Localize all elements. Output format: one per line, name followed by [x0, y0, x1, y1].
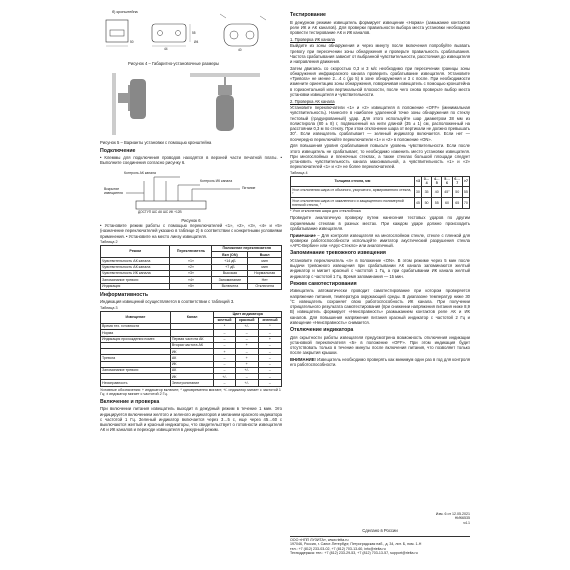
table-cell: Запоминание — [212, 277, 248, 283]
table-cell: +/- — [214, 374, 235, 380]
t2-head-mode: Режим — [101, 245, 170, 258]
table-cell: 70 — [462, 198, 469, 209]
table-cell: мин — [248, 258, 282, 264]
warning-text: Извещатель необходимо проверять как минимум один раз в год для контроля его работоспособности. — [290, 357, 471, 368]
table-cell: * — [214, 324, 235, 330]
table-cell: – — [258, 349, 281, 355]
table-cell: Угол отклонения шара от закаленного и защищенного полимерной пленкой стекла, ° — [291, 198, 415, 209]
t4-head: >7 — [462, 176, 469, 187]
table-cell: 35 — [421, 187, 431, 198]
table-cell: Угол отклонения шара от обычного, узорчатого, армированного стекла, ° — [291, 187, 415, 198]
label-ik-control: Контроль ИК канала — [200, 178, 233, 183]
dim-44: 44 — [164, 47, 168, 51]
figure-6-caption: Рисунок 6 — [181, 217, 201, 223]
t2-head-on: Вкл (ON) — [212, 252, 248, 258]
selftest-text: Извещатель автоматически проводит самотестирование при котором проверяется напряжение питания, температура окружающей среды. В диапазоне температур ниже 30 °С извещатель сохраняет свою работоспособность ИК канала. При получении отрицательного результата самотестирования (при снижении напряжения питания ниже 8,9 В) извещатель формирует «Неисправность» размыканием контактов реле АК и ИК каналов. Для повышения напряжения питания красный индикатор с частотой 2 Гц и извещение «Неисправность» снимается. — [290, 288, 470, 325]
table-cell: 55 — [462, 187, 469, 198]
doc-code: НИК6535 — [454, 516, 470, 521]
table-cell: – — [214, 380, 235, 386]
t2-head-switch: Переключатель — [170, 245, 212, 258]
table-cell: АК — [170, 367, 214, 373]
figure-5 — [100, 69, 282, 139]
table-cell: Нет — [248, 277, 282, 283]
table-cell: ИК — [170, 349, 214, 355]
indicator-text: Для скрытности работы извещателя предусмотрена возможность отключения индикации установкой переключателя «5» в положение «OFF». При этом индикация будет отсутствовать только в течение минуты после включения питания, что позволяет только после закрытия крышки. — [290, 334, 470, 356]
t3-head-red: красный — [235, 317, 258, 323]
table-cell: +7 дБ — [212, 264, 248, 270]
switch-text: • Установите режим работы с помощью переключателей «1», «2», «3», «4» и «5» (назначение переключателей указано в таблице 2) в соответствии с конкретными условиями применения. • Установите на место линзу извещателя. — [100, 223, 282, 239]
made-in: Сделано в России — [362, 528, 398, 533]
table-cell: +/- — [235, 367, 258, 373]
t3-head-channel: Канал — [170, 311, 214, 324]
table-row — [291, 198, 470, 209]
test-sub-2: 2. Проверка АК канала — [290, 98, 335, 104]
table-cell: – — [214, 330, 235, 336]
memory-text: Установите переключатель «4» в положение «ON». В этом режиме через 5 мин после выдачи тревожного извещения при срабатывании АК канала запоминаются желтый индикатор и мигает красный с частотой 1 Гц, а при срабатывании ИК канала желтый индикатор с частотой 1 Гц. Время запоминания — 15 мин. — [290, 257, 470, 279]
dim-50: 50 — [130, 40, 134, 44]
table-cell: Электропитание — [170, 380, 214, 386]
table-cell: 50 — [421, 198, 431, 209]
table-cell: 40 — [432, 187, 442, 198]
t3-head-color: Цвет индикатора — [214, 311, 282, 317]
note-text: – Для контроля извещателя на многослойном стекле, стекле с пленкой для проверки работоспособности используйте имитатор акустический разрушения стекла «АРС-Вербин» или «Арус-Стекло» или аналогичный. — [290, 232, 471, 249]
table-cell: 30 — [414, 187, 421, 198]
company-phones: тел.: +7 (812) 233-03-02, +7 (812) 703-13-60, info@rielta.ru — [290, 546, 386, 551]
table-cell: мин — [248, 264, 282, 270]
mount-variants-drawing — [100, 69, 282, 139]
note — [290, 233, 470, 249]
table-cell: – — [214, 355, 235, 361]
table-4 — [290, 176, 470, 209]
onoff-heading: Включение и проверка — [100, 398, 160, 405]
test-p2: Затем двигаясь со скоростью 0,3 и 3 м/с необходимо при пересечении границы зоны обнаружения инфракрасного канала проверить срабатывание извещателя. Установите «Тревога» не менее 2…4 с (до 5) в зоне обнаружения и 3 с после. При необходимости измените ориентацию зоны обнаружения, поворачивая извещатель с помощью кронштейна в горизонтальной или вертикальной плоскости, после чего снова проверьте выбор места установки извещателя и чувствительности. — [290, 65, 470, 97]
figure-4-label: б) кронштейна — [112, 10, 138, 14]
table-cell: Запоминание тревоги — [101, 277, 170, 283]
table-cell: Индикация — [101, 283, 170, 289]
table-cell: 45° — [442, 187, 452, 198]
table-cell: ИК — [170, 361, 214, 367]
selftest-heading: Режим самотестирования — [290, 280, 357, 287]
t4-head: Толщина стекла, мм — [291, 176, 415, 187]
table-4-note: * Угол отклонения шара для стеклоблока — [290, 208, 361, 213]
table-cell: – — [258, 355, 281, 361]
test-sub-1: 1. Проверка ИК канала — [290, 36, 335, 42]
table-cell: – — [214, 361, 235, 367]
table-cell: Чувствительность ИК канала — [101, 270, 170, 276]
left-column — [100, 10, 282, 434]
company-address: 197046, Россия, г. Санкт-Петербург, Петроградская наб., д. 34, лит. Б, пом. 1-Н — [290, 542, 422, 547]
table-cell: – — [258, 361, 281, 367]
table-cell: Индикация прохождения помех — [101, 336, 171, 342]
test-p5: Проведите аналогичную проверку путем нанесения тестовых ударов по другим охраняемым стеклам в разных местах. При каждом ударе должно происходить срабатывание извещателя. — [290, 215, 470, 231]
table-cell: +/- — [235, 380, 258, 386]
table-cell: + — [235, 355, 258, 361]
label-terminals: ДОСТУП ШС АК ШС ИК +12В — [138, 209, 182, 214]
table-cell: Чувствительность АК канала — [101, 264, 170, 270]
table-cell: +/- — [235, 324, 258, 330]
connection-heading: Подключение — [100, 147, 136, 154]
t4-head: 4…5 — [432, 176, 442, 187]
label-tamper: Вскрытие извещателя — [104, 186, 123, 196]
right-column — [290, 10, 470, 369]
test-p1: Выйдите из зоны обнаружения и через минуту после включения попробуйте вызвать тревогу при пересечении зоны обнаружения и проверьте правильность срабатывания. Частота срабатывания зависит от выбранной чувствительности, расстояния до извещателя и направления движения. — [290, 43, 470, 65]
table-cell: – — [235, 336, 258, 342]
table-cell: Включена — [212, 283, 248, 289]
table-cell: 50 — [452, 187, 462, 198]
table-cell: АК — [170, 355, 214, 361]
figure-4-caption: Рисунок 4 – Габаритно-установочные размеры — [128, 61, 220, 66]
table-cell: + — [258, 336, 281, 342]
dim-40: 40 — [238, 48, 242, 52]
table-cell: – — [214, 367, 235, 373]
table-cell: – — [258, 380, 281, 386]
t3-head-green: зеленый — [258, 317, 281, 323]
warning-title: ВНИМАНИЕ! — [290, 357, 316, 363]
table-cell: Норма — [101, 330, 171, 336]
table-cell: ИК — [170, 374, 214, 380]
table-3 — [100, 311, 282, 387]
test-p4: Для повышения уровня срабатывания повысьте уровень чувствительности. Если после этого извещатель не срабатывает, то необходимо изменить место установки извещателя. При многослойных и пленочных стеклах, а также стеклах большой площади следует установить чувствительность канала максимальной, а чувствительность «1» и «2» переключателей «1» и «2» не более переключателей. — [290, 143, 470, 170]
info-text: Индикация извещений осуществляется в соответствии с таблицей 3. — [100, 299, 235, 305]
table-cell: «5» — [170, 283, 212, 289]
table-cell: Первая частота АК — [170, 336, 214, 342]
note-title: Примечание — [290, 232, 316, 238]
t2-head-position: Положение переключателя — [212, 245, 282, 251]
table-cell: +14 дБ — [212, 258, 248, 264]
table-cell: Время тех. готовности — [101, 324, 171, 330]
table-cell: Отключена — [248, 283, 282, 289]
t2-head-off: Выкл — [248, 252, 282, 258]
bracket-drawing — [100, 10, 282, 60]
info-heading: Информативность — [100, 291, 149, 298]
revision-block — [290, 512, 470, 525]
test-p3: Установите переключатели «1» и «2» извещателя в положение «OFF» (минимальная чувствительность). Нанесите в наиболее удаленной точке зоны обнаружения по стеклу тестовый (градуированный) удар. Для этого используйте шар диаметром 38 мм из полистирола (80 ± 8) г, подвешенный на нити длиной (35 ± 1) см, расположенный на расстоянии 0,3 м по стеклу. При этом отклонение шара от вертикали не должно превышать 30°. Если извещатель срабатывает — зеленый индикатор включается. Если нет — поочередно переключайте переключатели «1» и «2» в положение «ON». — [290, 105, 470, 142]
table-cell: «2» — [170, 264, 212, 270]
label-power: Питание — [242, 185, 256, 190]
table-3-caption: Таблица 3 — [100, 305, 118, 310]
t4-head: 5…6 — [442, 176, 452, 187]
table-cell: «3» — [170, 270, 212, 276]
table-2 — [100, 245, 282, 290]
table-cell: 60 — [442, 198, 452, 209]
issue-date: Изм. 6 от 12.05.2021 — [435, 512, 470, 516]
table-cell: – — [258, 367, 281, 373]
table-cell: 65 — [452, 198, 462, 209]
figure-5-caption: Рисунок 5 – Варианты установки с помощью кронштейна — [100, 140, 212, 146]
table-cell: «1» — [170, 258, 212, 264]
table-cell: «4» — [170, 277, 212, 283]
t3-head-notice: Извещение — [101, 311, 171, 324]
table-cell: 45 — [414, 198, 421, 209]
table-cell: Запоминание тревоги — [101, 367, 171, 373]
t4-head: <3 — [414, 176, 421, 187]
t4-head: 3…4 — [421, 176, 431, 187]
table-cell: Высокая — [212, 270, 248, 276]
dim-55: 55 — [192, 31, 196, 35]
table-cell: – — [214, 336, 235, 342]
t4-head: 6…7 — [452, 176, 462, 187]
test-heading: Тестирование — [290, 12, 326, 18]
table-cell: – — [258, 374, 281, 380]
test-text: В дежурном режиме извещатель формирует извещение «Норма» (замыкание контактов реле ИК и АК каналов). Для проверки правильности выбора места установки необходимо провести тестирование АК и ИК каналов. — [290, 19, 470, 35]
table-cell: – — [214, 342, 235, 348]
table-row — [101, 283, 282, 289]
company-support: Техподдержка: тел.: +7 (812) 233-29-53, +7 (812) 703-13-57, support@rielta.ru — [290, 551, 418, 556]
table-cell: Тревога — [101, 355, 171, 361]
table-cell: Нормальная — [248, 270, 282, 276]
table-row — [291, 187, 470, 198]
warning — [290, 357, 470, 368]
table-3-body — [101, 324, 282, 387]
table-cell: – — [235, 349, 258, 355]
label-ak-control: Контроль АК канала — [124, 170, 156, 175]
company-block — [290, 536, 470, 556]
table-cell: – — [235, 330, 258, 336]
table-row — [101, 270, 282, 276]
t3-head-yellow: желтый — [214, 317, 235, 323]
table-cell: – — [258, 342, 281, 348]
indicator-heading: Отключение индикатора — [290, 327, 354, 334]
company-name: ООО «НПП ЛУЗИТА», www.rielta.ru — [290, 538, 349, 542]
table-cell: 55 — [432, 198, 442, 209]
table-cell: – — [235, 374, 258, 380]
onoff-text: При включении питания извещатель выходит в дежурный режим в течение 1 мин. Это индицируется включением желтого и зеленого индикаторов и миганием красного индикатора с частотой 1 Гц. Зеленый индикатор включается через 3…5 с, еще через 45…60 с выключаются желтый и красный индикаторы, что свидетельствует о готовности извещателя АК и ИК каналов и переходе извещателя в дежурный режим. — [100, 406, 282, 433]
table-4-caption: Таблица 4 — [290, 170, 308, 175]
doc-version: v4.1 — [463, 520, 470, 525]
figure-4 — [100, 10, 282, 60]
table-cell: + — [235, 361, 258, 367]
table-row — [101, 380, 282, 386]
table-cell: Чувствительность АК канала — [101, 258, 170, 264]
dim-hole: Ø4 — [194, 40, 199, 44]
table-cell: + — [214, 349, 235, 355]
connection-text: • Клеммы для подключения проводов находятся в верхней части печатной платы. • Выполните соединения согласно рисунку 6. — [100, 155, 282, 166]
table-cell: + — [235, 342, 258, 348]
memory-heading: Запоминание тревожного извещения — [290, 250, 386, 257]
table-cell: – — [258, 330, 281, 336]
table-3-legend: Условные обозначения: + индикатор включен; * одновременно мигают; +/- индикатор мигает с частотой 1 Гц; ± индикатор мигает с частотой 2 Гц. — [100, 387, 281, 397]
table-cell: * — [258, 324, 281, 330]
table-cell: Вторая частота АК — [170, 342, 214, 348]
table-cell: Неисправность — [101, 380, 171, 386]
figure-6 — [100, 167, 282, 217]
table-2-caption: Таблица 2 — [100, 240, 118, 245]
